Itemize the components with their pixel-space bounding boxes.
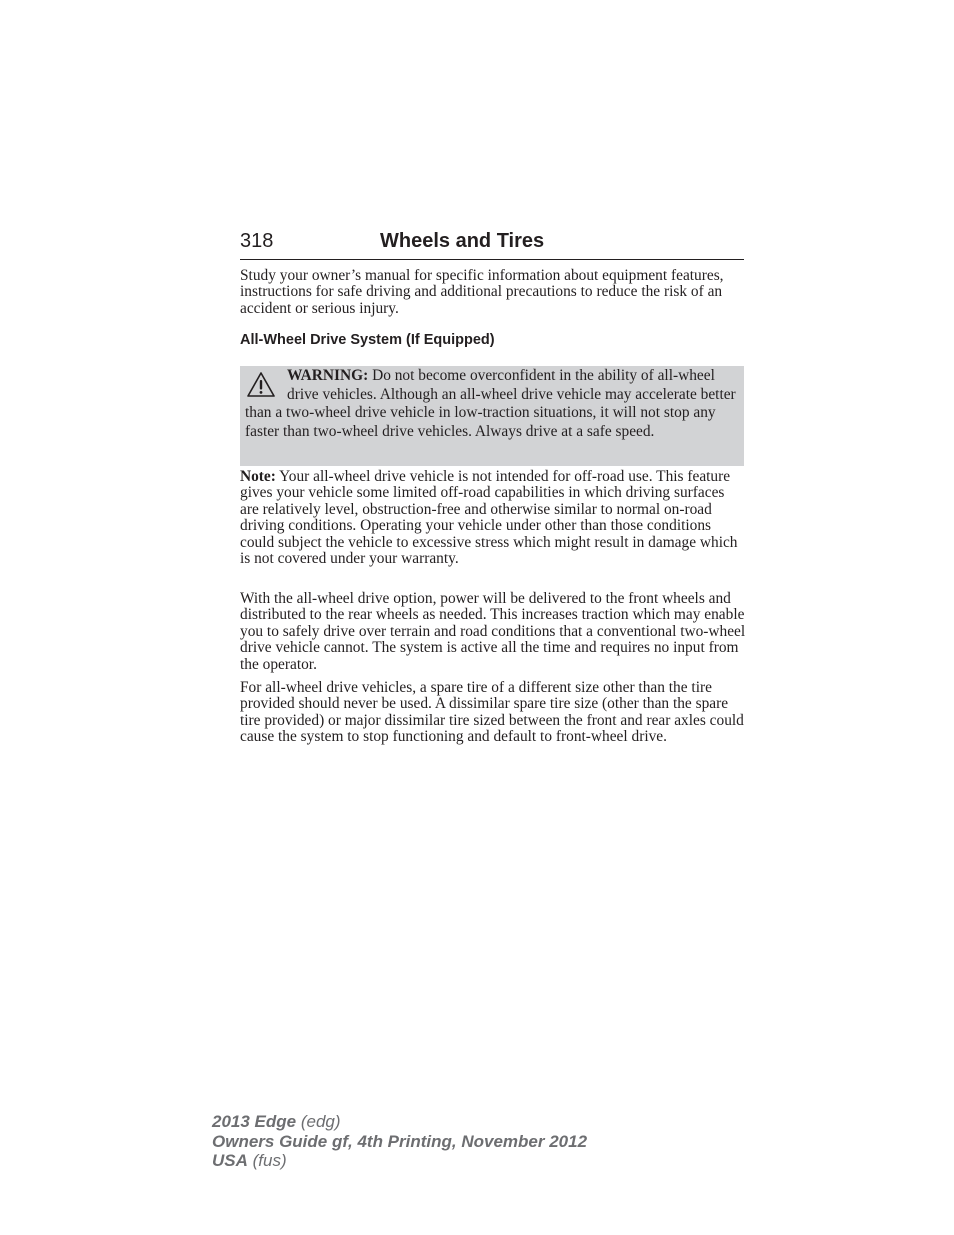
body-paragraph-2: For all-wheel drive vehicles, a spare tire of a different size other than the tire provided should never be used. A dissimilar spare tire size (other than the spare tire provided) or major dissimilar tire sized between the front and rear axles could cause the system to stop functioning and default to front-wheel drive. (240, 679, 744, 746)
footer-line-1 (212, 1112, 587, 1132)
footer-line-3 (212, 1151, 587, 1171)
body-paragraph-1: With the all-wheel drive option, power will be delivered to the front wheels and distributed to the rear wheels as needed. This increases traction which may enable you to safely drive over terrain and road conditions that a conventional two-wheel drive vehicle cannot. The system is active all the time and requires no input from the operator. (240, 590, 746, 673)
intro-paragraph: Study your owner’s manual for specific information about equipment features, instructions for safe driving and additional precautions to reduce the risk of an accident or serious injury. (240, 267, 724, 317)
footer-model: 2013 Edge (212, 1112, 297, 1131)
note-text: Your all-wheel drive vehicle is not intended for off-road use. This feature gives your vehicle some limited off-road capabilities in which driving surfaces are relatively level, obstruction-free and otherwise similar to normal on-road driving conditions. Operating your vehicle under other than those conditions could subject the vehicle to excessive stress which might result in damage which is not covered under your warranty. (240, 468, 738, 568)
page-header (240, 229, 744, 260)
page-footer (212, 1112, 587, 1171)
warning-label: WARNING: (287, 367, 369, 384)
section-title: Wheels and Tires (380, 230, 545, 252)
page-number: 318 (240, 230, 274, 252)
footer-line-2: Owners Guide gf, 4th Printing, November 2012 (212, 1131, 588, 1151)
footer-market: USA (212, 1151, 248, 1170)
footer-market-code: (fus) (247, 1151, 287, 1170)
warning-box (240, 366, 744, 466)
subheading: All-Wheel Drive System (If Equipped) (240, 332, 495, 348)
footer-model-code: (edg) (296, 1112, 341, 1131)
note-label: Note: (240, 468, 276, 485)
warning-text: Do not become overconfident in the ability of all-wheel drive vehicles. Although an all-wheel drive vehicle may accelerate better than a two-wheel drive vehicle in low-traction situations, it will not stop any faster than two-wheel drive vehicles. Always drive at a safe speed. (245, 367, 736, 440)
note-paragraph (240, 469, 746, 567)
warning-text-block (245, 367, 739, 441)
